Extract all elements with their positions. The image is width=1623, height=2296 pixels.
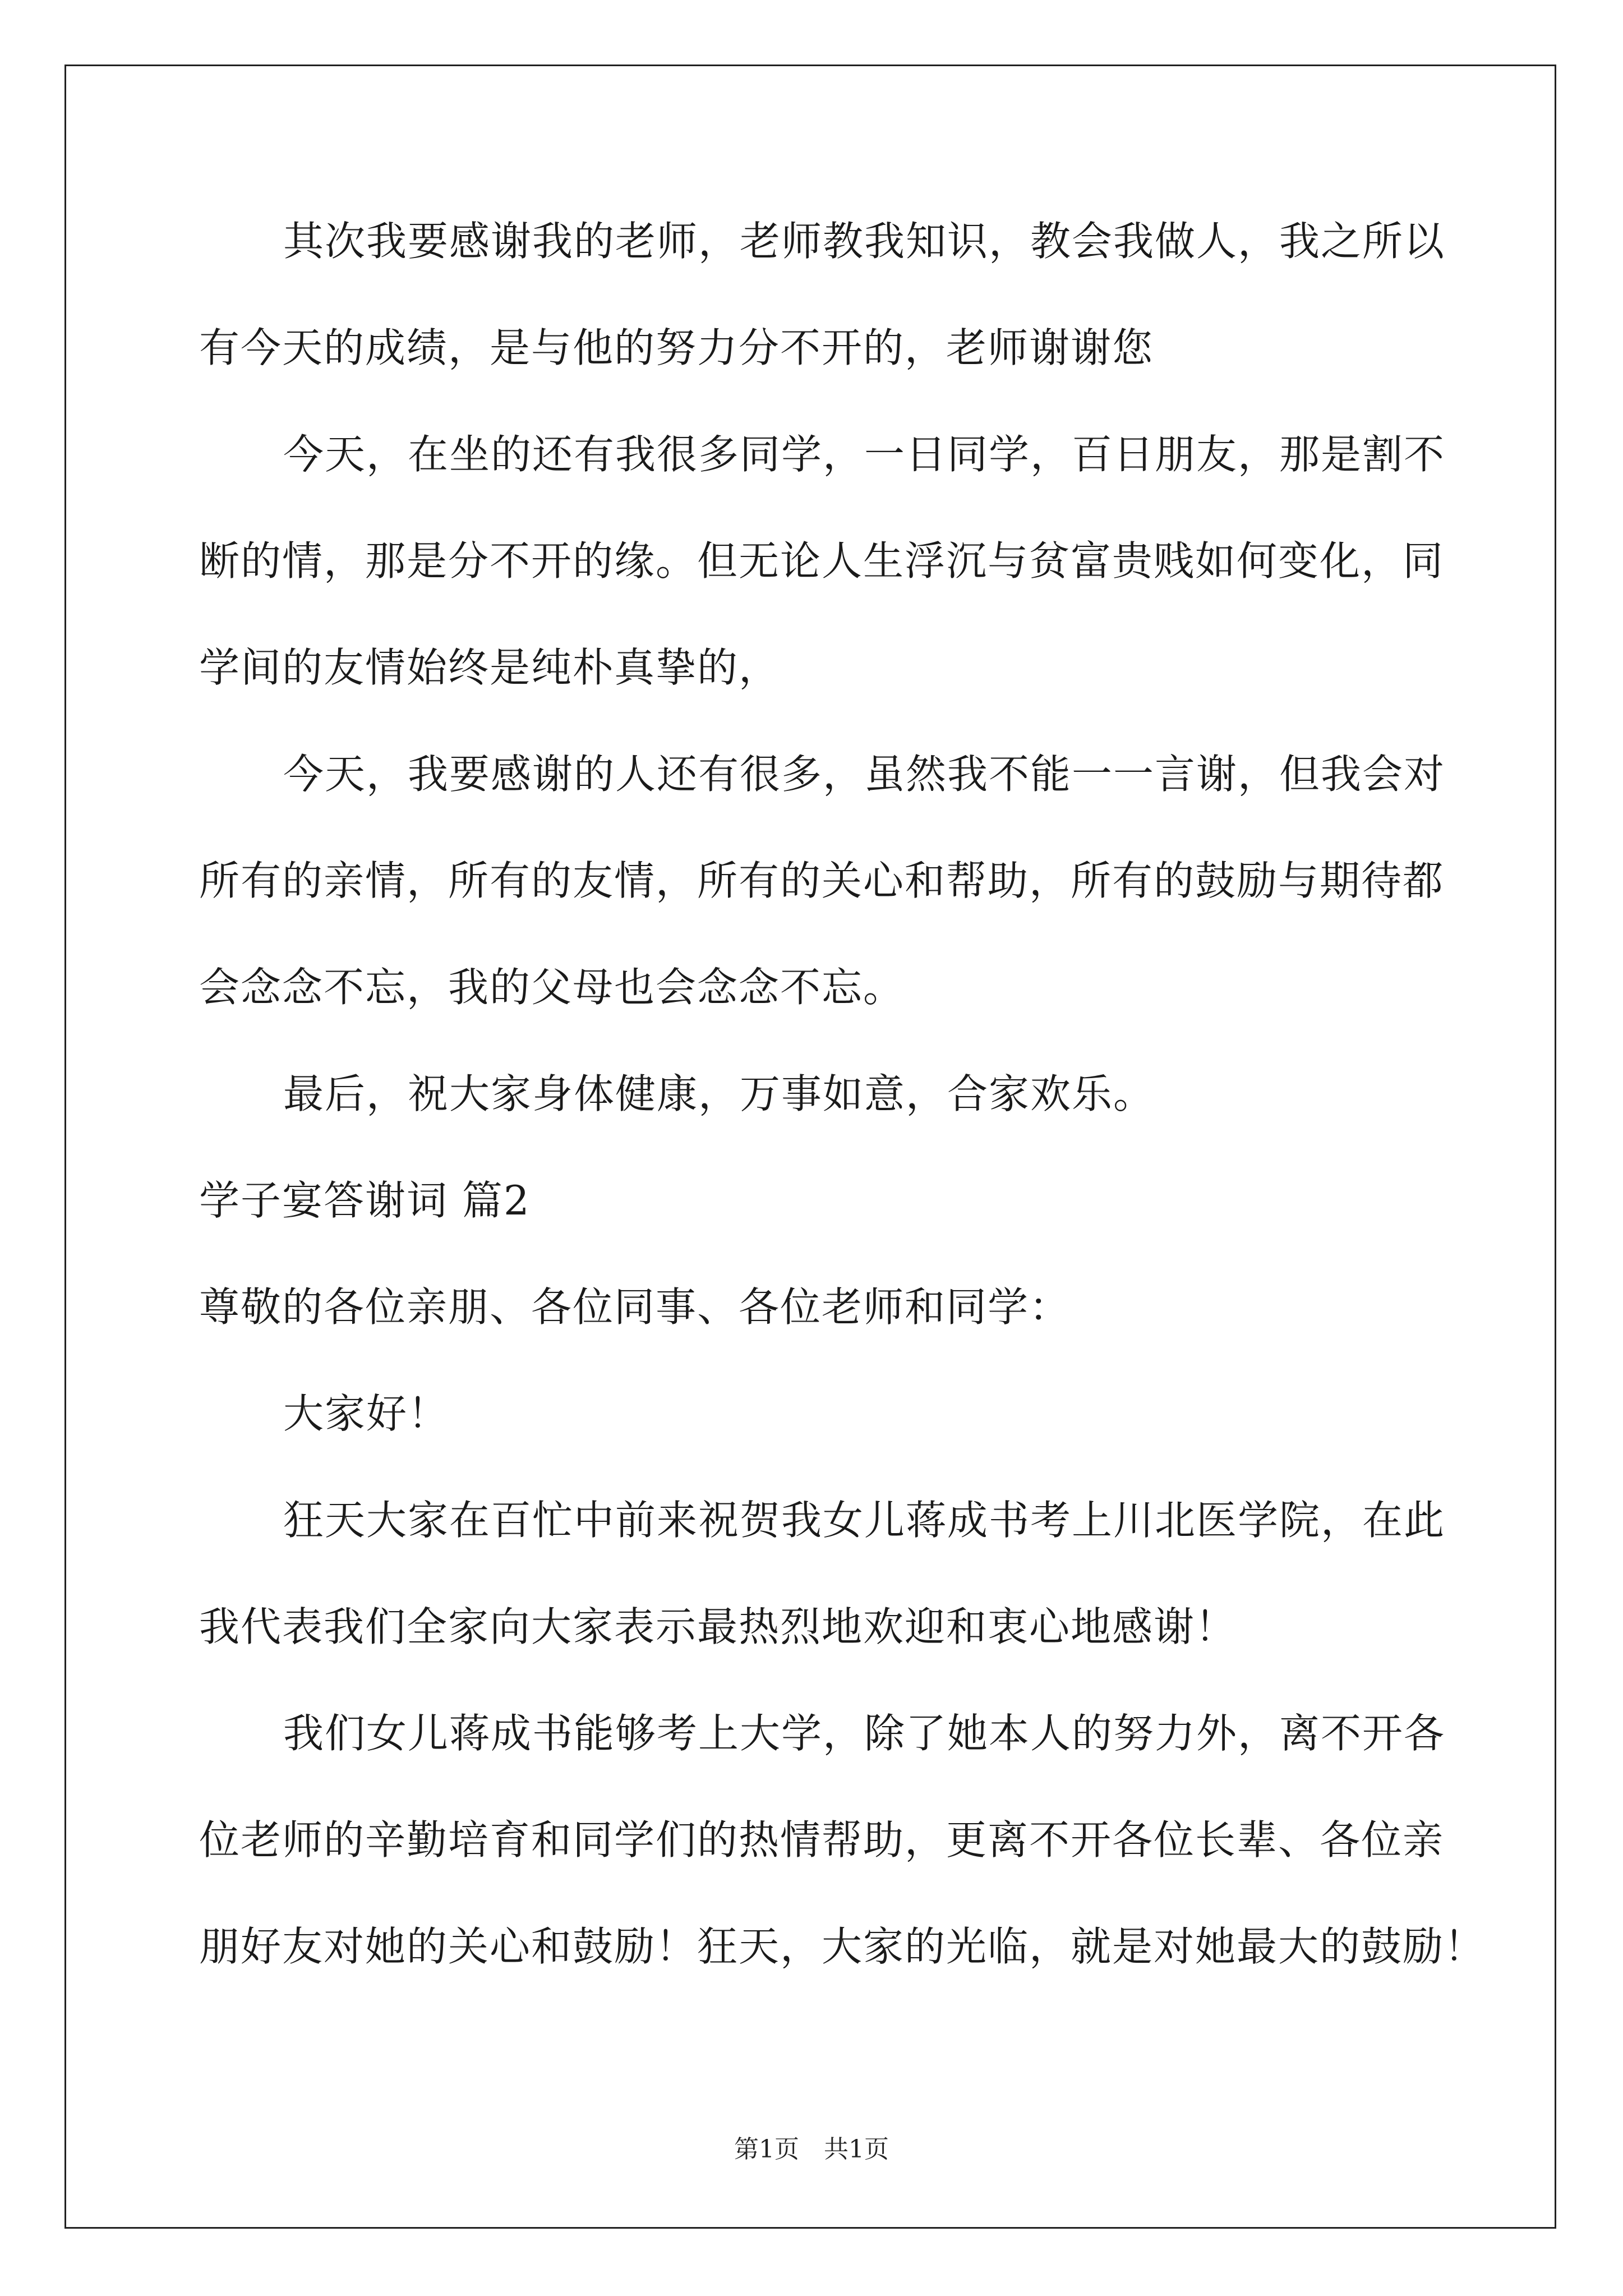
greeting: 大家好！: [283, 1390, 450, 1437]
paragraph-line: 今天，我要感谢的人还有很多，虽然我不能一一言谢，但我会对: [283, 751, 1446, 798]
paragraph-line: 所有的亲情，所有的友情，所有的关心和帮助，所有的鼓励与期待都: [199, 857, 1445, 904]
paragraph-line: 最后，祝大家身体健康，万事如意，合家欢乐。: [283, 1070, 1155, 1117]
paragraph-line: 有今天的成绩，是与他的努力分不开的，老师谢谢您: [199, 324, 1154, 371]
paragraph-line: 断的情，那是分不开的缘。但无论人生浮沉与贫富贵贱如何变化，同: [199, 537, 1445, 585]
document-body: [199, 208, 1486, 2019]
salutation: 尊敬的各位亲朋、各位同事、各位老师和同学：: [199, 1283, 1071, 1331]
paragraph-line: 我代表我们全家向大家表示最热烈地欢迎和衷心地感谢！: [199, 1603, 1237, 1650]
section-heading: 学子宴答谢词 篇2: [199, 1177, 531, 1224]
paragraph-line: 狂天大家在百忙中前来祝贺我女儿蒋成书考上川北医学院，在此: [283, 1497, 1446, 1544]
paragraph-line: 其次我要感谢我的老师，老师教我知识，教会我做人，我之所以: [283, 218, 1446, 265]
paragraph-line: 我们女儿蒋成书能够考上大学，除了她本人的努力外，离不开各: [283, 1710, 1446, 1757]
paragraph-line: 今天，在坐的还有我很多同学，一日同学，百日朋友，那是割不: [283, 431, 1446, 478]
paragraph-line: 会念念不忘，我的父母也会念念不忘。: [199, 964, 905, 1011]
paragraph-line: 位老师的辛勤培育和同学们的热情帮助，更离不开各位长辈、各位亲: [199, 1816, 1445, 1864]
paragraph-line: 学间的友情始终是纯朴真挚的，: [199, 644, 781, 691]
paragraph-line: 朋好友对她的关心和鼓励！狂天，大家的光临，就是对她最大的鼓励！: [199, 1923, 1486, 1970]
page-number-footer: 第1页 共1页: [734, 2135, 889, 2164]
